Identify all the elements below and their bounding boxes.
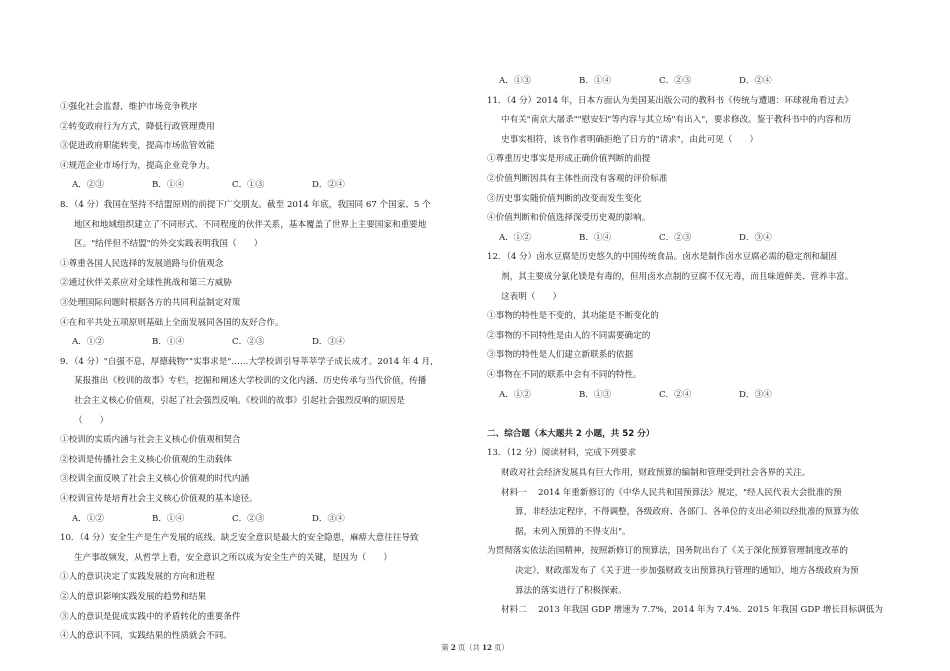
answer-option[interactable]: D．③④ xyxy=(739,232,772,243)
text-line: ④校训宣传是培育社会主义核心价值观的基本途径。 xyxy=(60,494,258,504)
text-line: ③校训全面反映了社会主义核心价值观的时代内涵 xyxy=(60,474,250,485)
footer-page-total: 12 xyxy=(481,643,492,652)
text-line: 算法的落实进行了积极探索。 xyxy=(515,585,627,596)
answer-option[interactable]: D．③④ xyxy=(739,389,772,400)
text-line: 决定》，财政部发布了《关于进一步加强财政支出预算执行管理的通知》，地方各级政府为预 xyxy=(515,566,859,576)
text-line: 12．（4 分）卤水豆腐是历史悠久的中国传统食品。卤水是制作卤水豆腐必需的稳定剂和凝固 xyxy=(487,252,837,263)
text-line: 财政对社会经济发展具有巨大作用，财政预算的编制和管理受到社会各界的关注。 xyxy=(501,468,811,478)
answer-option[interactable]: B．①④ xyxy=(152,180,185,191)
answer-option[interactable]: A．①② xyxy=(72,513,104,524)
text-line: 区。"结伴但不结盟"的外交实践表明我国（ ） xyxy=(74,239,263,250)
text-line: 算，非经法定程序，不得调整，各级政府、各部门、各单位的支出必须以经批准的预算为依 xyxy=(515,507,859,518)
answer-option[interactable]: D．②④ xyxy=(312,180,345,191)
answer-option[interactable]: D．③④ xyxy=(312,513,345,524)
text-line: ③促进政府职能转变，提高市场监管效能 xyxy=(60,141,215,152)
answer-option[interactable]: B．①④ xyxy=(579,76,612,86)
text-line: 材料一 2014 年重新修订的《中华人民共和国预算法》规定，"经人民代表大会批准的预 xyxy=(501,487,842,498)
text-line: ②人的意识影响实践发展的趋势和结果 xyxy=(60,592,207,602)
text-line: ③事物的特性是人们建立新联系的依据 xyxy=(487,350,634,361)
text-line: 13．（12 分）阅读材料，完成下列要求 xyxy=(487,448,637,459)
answer-option[interactable]: D．③④ xyxy=(312,337,345,348)
text-line: （ ） xyxy=(74,415,109,426)
text-line: ①尊重各国人民选择的发展道路与价值观念 xyxy=(60,258,224,269)
answer-option[interactable]: B．①④ xyxy=(152,513,185,524)
page-footer xyxy=(0,643,950,653)
answer-option[interactable]: C．①③ xyxy=(232,180,265,191)
answer-option[interactable]: C．②③ xyxy=(232,337,265,348)
text-line: 材料二 2013 年我国 GDP 增速为 7.7%，2014 年为 7.4%．2015 年我国 GDP 增长目标调低为 xyxy=(501,605,883,616)
text-line: 史事实相符，该书作者明确拒绝了日方的"请求"，由此可见（ ） xyxy=(501,134,759,145)
text-line: ④人的意识不同，实践结果的性质就会不同。 xyxy=(60,631,232,642)
answer-option[interactable]: A．①② xyxy=(499,232,531,243)
text-line: ①尊重历史事实是形成正确价值判断的前提 xyxy=(487,154,651,165)
text-line: ③历史事实随价值判断的改变而发生变化 xyxy=(487,193,642,204)
text-line: ①强化社会监督，维护市场竞争秩序 xyxy=(60,102,198,112)
answer-option[interactable]: B．①④ xyxy=(579,232,612,243)
text-line: ④在和平共处五项原则基础上全面发展同各国的友好合作。 xyxy=(60,317,284,328)
text-line: ④价值判断和价值选择深受历史观的影响。 xyxy=(487,213,651,224)
text-line: ①校训的实质内涵与社会主义核心价值观相契合 xyxy=(60,435,241,446)
text-line: 11．（4 分）2014 年，日本方面认为美国某出版公司的教科书《传统与遭遇：环球视角看过去》 xyxy=(487,95,854,106)
answer-option[interactable]: C．②③ xyxy=(659,76,692,86)
text-line: ③人的意识是促成实践中的矛盾转化的重要条件 xyxy=(60,611,241,622)
answer-option[interactable]: D．②④ xyxy=(739,76,772,86)
text-line: ④规范企业市场行为，提高企业竞争力。 xyxy=(60,160,215,171)
answer-option[interactable]: B．①④ xyxy=(152,337,185,348)
text-line: ②通过伙伴关系应对全球性挑战和第三方威胁 xyxy=(60,278,232,289)
answer-option[interactable]: A．②③ xyxy=(72,180,104,191)
text-line: 为贯彻落实依法治国精神，按照新修订的预算法，国务院出台了《关于深化预算管理制度改革的 xyxy=(487,546,848,557)
text-line: ②价值判断因具有主体性而没有客观的评价标准 xyxy=(487,174,668,184)
footer-middle: 页（共 xyxy=(455,643,482,652)
footer-prefix: 第 xyxy=(441,643,451,652)
text-line: ②事物的不同特性是由人的不同需要确定的 xyxy=(487,330,651,341)
text-line: ③处理国际问题时根据各方的共同利益制定对策 xyxy=(60,298,241,308)
text-line: 据，未列入预算的不得支出"。 xyxy=(515,526,631,537)
text-line: 中有关"南京大屠杀""慰安妇"等内容与其立场"有出入"，要求修改。鉴于教科书中的内容和历 xyxy=(501,115,852,126)
text-line: 剂，其主要成分氯化镁是有毒的，但用卤水点制的豆腐不仅无毒，而且味道鲜美、营养丰富。 xyxy=(501,272,854,282)
answer-option[interactable]: B．①③ xyxy=(579,389,612,400)
text-line: 地区和地域组织建立了不同形式、不同程度的伙伴关系，基本覆盖了世界上主要国家和重要地 xyxy=(74,219,427,230)
answer-option[interactable]: A．①② xyxy=(499,389,531,400)
text-line: ①人的意识决定了实践发展的方向和进程 xyxy=(60,572,215,583)
text-line: 生产事故频发，从哲学上看，安全意识之所以成为安全生产的关键，是因为（ ） xyxy=(74,552,392,563)
answer-option[interactable]: A．①③ xyxy=(499,76,531,86)
text-line: ④事物在不同的联系中会有不同的特性。 xyxy=(487,370,642,380)
answer-option[interactable]: C．②③ xyxy=(659,232,692,243)
answer-option[interactable]: C．②③ xyxy=(232,513,265,524)
answer-option[interactable]: A．①② xyxy=(72,337,104,348)
footer-suffix: 页） xyxy=(491,643,509,652)
footer-page-number: 2 xyxy=(450,643,456,652)
text-line: 某报推出《校训的故事》专栏，挖掘和阐述大学校训的文化内涵、历史传承与当代价值，传播 xyxy=(74,376,427,387)
text-line: ①事物的特性是不变的，其功能是不断变化的 xyxy=(487,311,659,322)
text-line: ②转变政府行为方式，降低行政管理费用 xyxy=(60,121,215,132)
answer-option[interactable]: C．②④ xyxy=(659,389,692,400)
text-line: ②校训是传播社会主义核心价值观的生动载体 xyxy=(60,454,232,465)
text-line: 10．（4 分）安全生产是生产发展的底线。缺乏安全意识是最大的安全隐患，麻痹大意往往导致 xyxy=(60,533,419,544)
text-line: 这表明（ ） xyxy=(501,291,562,302)
text-line: 8．（4 分）我国在坚持不结盟原则的前提下广交朋友。截至 2014 年底，我国同 67 个国家、5 个 xyxy=(60,200,431,210)
text-line: 9．（4 分）"自强不息，厚德载物""实事求是"……大学校训引导莘莘学子成长成才。2014 年 4 月， xyxy=(60,356,439,367)
text-line: 社会主义核心价值观，引起了社会强烈反响。《校训的故事》引起社会强烈反响的原因是 xyxy=(74,396,405,406)
section-heading: 二、综合题（本大题共 2 小题，共 52 分） xyxy=(487,428,655,439)
